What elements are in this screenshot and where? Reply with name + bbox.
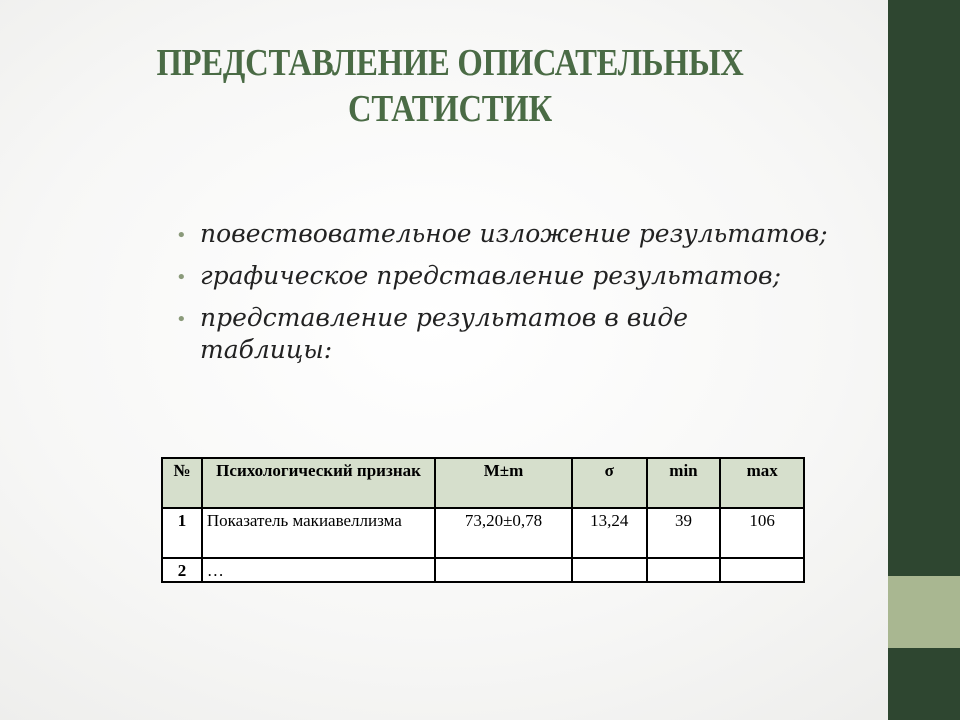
cell-number: 1 xyxy=(162,508,202,558)
bullet-text: повествовательное изложение результатов; xyxy=(200,219,828,248)
statistics-table xyxy=(161,457,805,583)
table-row xyxy=(162,558,804,582)
bullet-item xyxy=(168,218,828,250)
header-number: № xyxy=(162,458,202,508)
cell-min: 39 xyxy=(647,508,721,558)
cell-sigma: 13,24 xyxy=(572,508,647,558)
header-min: min xyxy=(647,458,721,508)
bullet-text: представление результатов в виде таблицы: xyxy=(200,303,689,364)
bullet-text: графическое представление результатов; xyxy=(200,261,782,290)
cell-trait: Показатель макиавеллизма xyxy=(202,508,435,558)
bullet-dot-icon: • xyxy=(176,225,187,246)
header-max: max xyxy=(720,458,804,508)
cell-number: 2 xyxy=(162,558,202,582)
cell-trait: … xyxy=(202,558,435,582)
header-trait: Психологический признак xyxy=(202,458,435,508)
cell-min xyxy=(647,558,721,582)
header-sigma: σ xyxy=(572,458,647,508)
cell-max xyxy=(720,558,804,582)
cell-sigma xyxy=(572,558,647,582)
cell-max: 106 xyxy=(720,508,804,558)
table-header-row xyxy=(162,458,804,508)
side-accent-block xyxy=(888,576,960,648)
bullet-item xyxy=(168,260,828,292)
cell-mean xyxy=(435,558,572,582)
bullet-item xyxy=(168,302,828,366)
table-row xyxy=(162,508,804,558)
slide-title: ПРЕДСТАВЛЕНИЕ ОПИСАТЕЛЬНЫХ СТАТИСТИК xyxy=(156,42,744,130)
bullet-dot-icon: • xyxy=(176,309,187,330)
cell-mean: 73,20±0,78 xyxy=(435,508,572,558)
bullet-dot-icon: • xyxy=(176,267,187,288)
bullet-list xyxy=(168,218,828,376)
header-mean: M±m xyxy=(435,458,572,508)
